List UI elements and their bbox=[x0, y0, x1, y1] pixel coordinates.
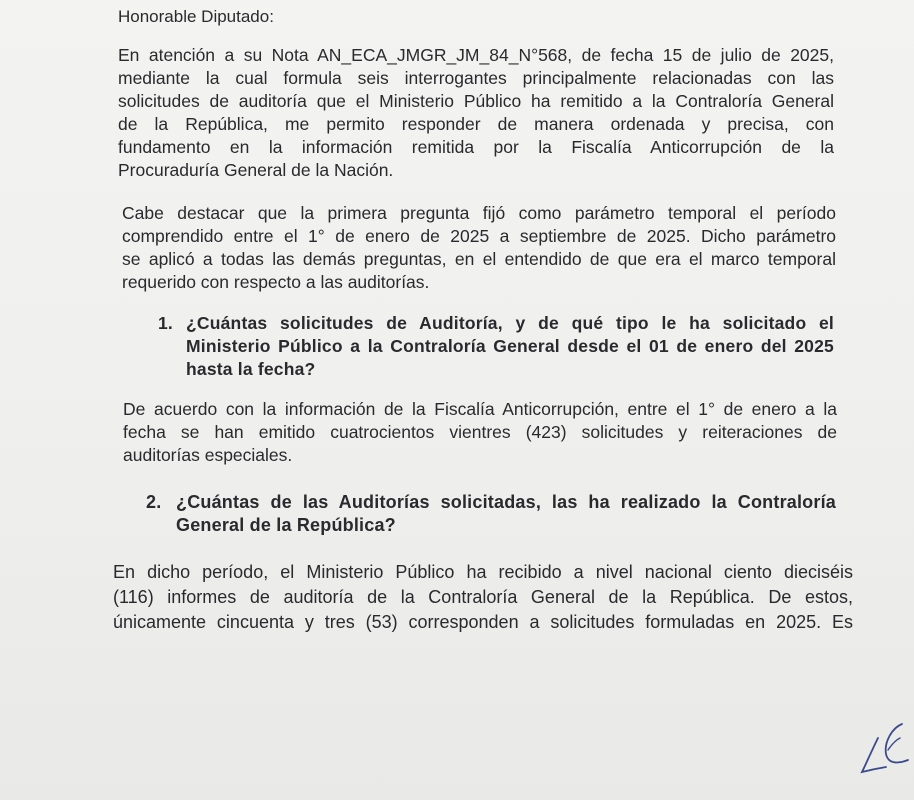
greeting: Honorable Diputado: bbox=[118, 7, 274, 26]
question1-line: hasta la fecha? bbox=[186, 359, 316, 379]
paragraph1-line: fundamento en la información remitida por la Fiscalía Anticorrupción de la bbox=[118, 137, 834, 157]
paragraph1-line: Procuraduría General de la Nación. bbox=[118, 160, 394, 180]
paragraph2-line: requerido con respecto a las auditorías. bbox=[122, 272, 430, 292]
question1-line: Ministerio Público a la Contraloría General desde el 01 de enero del 2025 bbox=[186, 336, 834, 356]
answer2-line: En dicho período, el Ministerio Público ha recibido a nivel nacional ciento dieciséis bbox=[113, 562, 853, 582]
answer1-line: De acuerdo con la información de la Fiscalía Anticorrupción, entre el 1° de enero a la bbox=[123, 399, 837, 419]
paragraph1-line: mediante la cual formula seis interrogantes principalmente relacionadas con las bbox=[118, 68, 834, 88]
question2-number: 2. bbox=[146, 492, 162, 512]
answer2-line: únicamente cincuenta y tres (53) corresponden a solicitudes formuladas en 2025. Es bbox=[113, 612, 853, 632]
paragraph2-line: se aplicó a todas las demás preguntas, en el entendido de que era el marco temporal bbox=[122, 249, 836, 269]
question2-line: General de la República? bbox=[176, 515, 396, 535]
answer2-line: (116) informes de auditoría de la Contraloría General de la República. De estos, bbox=[113, 587, 853, 607]
paragraph1-line: de la República, me permito responder de manera ordenada y precisa, con bbox=[118, 114, 834, 134]
paragraph1-line: En atención a su Nota AN_ECA_JMGR_JM_84_N°568, de fecha 15 de julio de 2025, bbox=[118, 45, 834, 65]
question1-line: ¿Cuántas solicitudes de Auditoría, y de qué tipo le ha solicitado el bbox=[186, 313, 834, 333]
paragraph1-line: solicitudes de auditoría que el Ministerio Público ha remitido a la Contraloría General bbox=[118, 91, 834, 111]
handwritten-initials bbox=[858, 720, 914, 782]
paragraph2-line: comprendido entre el 1° de enero de 2025 a septiembre de 2025. Dicho parámetro bbox=[122, 226, 836, 246]
question2-line: ¿Cuántas de las Auditorías solicitadas, las ha realizado la Contraloría bbox=[176, 492, 836, 512]
answer1-line: auditorías especiales. bbox=[123, 445, 293, 465]
question1-number: 1. bbox=[158, 313, 173, 333]
answer1-line: fecha se han emitido cuatrocientos vientres (423) solicitudes y reiteraciones de bbox=[123, 422, 837, 442]
paragraph2-line: Cabe destacar que la primera pregunta fijó como parámetro temporal el período bbox=[122, 203, 836, 223]
